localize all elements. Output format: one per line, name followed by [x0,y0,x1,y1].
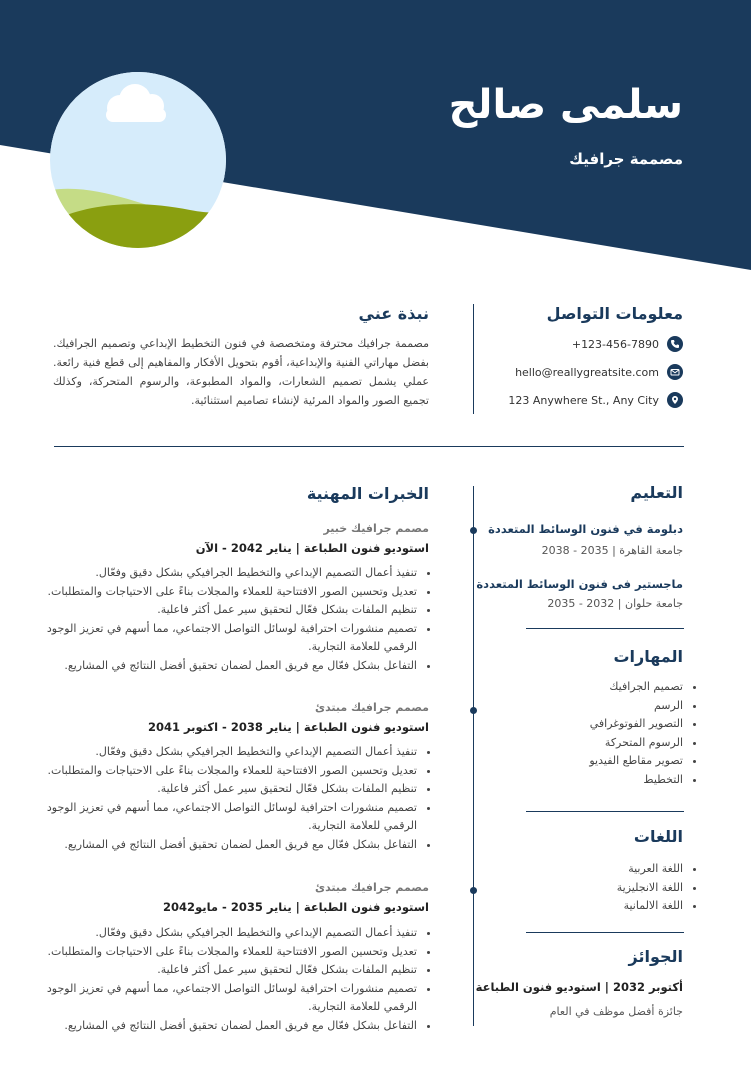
job-company: استوديو فنون الطباعة | يناير 2038 - اكتوبر 2041 [148,720,429,734]
email-text: hello@reallygreatsite.com [515,365,659,379]
list-item: • اللغة الانجليزية [617,879,683,898]
list-item: • تنفيذ أعمال التصميم الإبداعي والتخطيط الجرافيكي بشكل دقيق وفعّال. [42,924,417,943]
timeline-line [473,486,474,1026]
list-item: • تعديل وتحسين الصور الافتتاحية للعملاء والمجلات بناءً على الاحتياجات والمتطلبات. [42,943,417,962]
list-item: • تنفيذ أعمال التصميم الإبداعي والتخطيط الجرافيكي بشكل دقيق وفعّال. [42,743,417,762]
skills-list [589,678,695,789]
about-text: مصممة جرافيك محترفة ومتخصصة في فنون التخطيط الإبداعي وتصميم الجرافيك. بفضل مهاراتي الفنية والإبداعية، أقوم بتحويل الأفكار والمفاهيم إلى قطع فنية رائعة. عملي يشمل تصميم الشعارات، والمواد المطبوعة، والرسوم المتحركة، وكذلك تجميع الصور والمواد المرئية لإنشاء تصاميم استثنائية. [53,337,429,407]
top-divider-vertical [473,304,474,414]
list-item: • تصميم منشورات احترافية لوسائل التواصل الاجتماعي، مما أسهم في تعزيز الوجود الرقمي للعلامة التجارية. [42,980,417,1017]
list-item: • التفاعل بشكل فعّال مع فريق العمل لضمان تحقيق أفضل النتائج في المشاريع. [42,1017,417,1036]
timeline-dot [470,527,477,534]
education-details: جامعة حلوان | 2032 - 2035 [547,597,683,610]
experience-heading: الخبرات المهنية [306,484,429,503]
education-heading: التعليم [630,483,683,502]
list-item: • تعديل وتحسين الصور الافتتاحية للعملاء والمجلات بناءً على الاحتياجات والمتطلبات. [42,762,417,781]
email-icon [667,364,683,380]
list-item: • تعديل وتحسين الصور الافتتاحية للعملاء والمجلات بناءً على الاحتياجات والمتطلبات. [42,583,417,602]
address-text: 123 Anywhere St., Any City [508,393,659,407]
list-item: • تصميم الجرافيك [589,678,683,697]
sidebar-divider [526,628,684,629]
section-divider [54,446,684,447]
job-bullets [42,743,429,854]
contact-phone[interactable] [572,336,683,352]
phone-text: 123-456-7890+ [571,337,659,351]
list-item: • تصوير مقاطع الفيديو [589,752,683,771]
award-line: أكتوبر 2032 | استوديو فنون الطباعة [475,980,683,994]
education-degree: ماجستير فى فنون الوسائط المتعددة [476,577,683,591]
job-role: مصمم جرافيك مبتدئ [314,701,429,714]
education-degree: دبلومة في فنون الوسائط المتعددة [488,522,683,536]
list-item: • التصوير الفوتوغرافي [589,715,683,734]
skills-heading: المهارات [613,647,683,666]
timeline-dot [470,887,477,894]
list-item: • التخطيط [589,771,683,790]
job-title: مصممة جرافيك [569,150,683,168]
job-company: استوديو فنون الطباعة | يناير 2042 - الآن [195,541,429,555]
person-name: سلمى صالح [448,82,683,128]
sidebar-divider [526,932,684,933]
job-role: مصمم جرافيك خبير [323,522,429,535]
award-detail: جائزة أفضل موظف في العام [549,1005,683,1018]
job-bullets [42,924,429,1035]
awards-heading: الجوائز [628,947,683,966]
contact-email[interactable] [515,364,683,380]
list-item: • تصميم منشورات احترافية لوسائل التواصل الاجتماعي، مما أسهم في تعزيز الوجود الرقمي للعلامة التجارية. [42,620,417,657]
list-item: • التفاعل بشكل فعّال مع فريق العمل لضمان تحقيق أفضل النتائج في المشاريع. [42,657,417,676]
profile-photo [50,72,226,248]
timeline-dot [470,707,477,714]
job-bullets [42,564,429,675]
list-item: • الرسم [589,697,683,716]
sidebar-divider [526,811,684,812]
phone-icon [667,336,683,352]
list-item: • اللغة العربية [617,860,683,879]
list-item: • التفاعل بشكل فعّال مع فريق العمل لضمان تحقيق أفضل النتائج في المشاريع. [42,836,417,855]
list-item: • الرسوم المتحركة [589,734,683,753]
contact-address[interactable] [508,392,683,408]
contact-heading: معلومات التواصل [546,304,683,323]
landscape-image-icon [50,72,226,248]
languages-list [617,860,695,916]
list-item: • اللغة الالمانية [617,897,683,916]
list-item: • تنظيم الملفات بشكل فعّال لتحقيق سير عمل أكثر فاعلية. [42,601,417,620]
list-item: • تنظيم الملفات بشكل فعّال لتحقيق سير عمل أكثر فاعلية. [42,780,417,799]
about-heading: نبذة عني [358,304,429,323]
list-item: • تصميم منشورات احترافية لوسائل التواصل الاجتماعي، مما أسهم في تعزيز الوجود الرقمي للعلامة التجارية. [42,799,417,836]
location-icon [667,392,683,408]
list-item: • تنظيم الملفات بشكل فعّال لتحقيق سير عمل أكثر فاعلية. [42,961,417,980]
job-company: استوديو فنون الطباعة | يناير 2035 - مايو2042 [163,900,429,914]
education-details: جامعة القاهرة | 2035 - 2038 [541,544,683,557]
languages-heading: اللغات [633,827,683,846]
job-role: مصمم جرافيك مبتدئ [314,881,429,894]
list-item: • تنفيذ أعمال التصميم الإبداعي والتخطيط الجرافيكي بشكل دقيق وفعّال. [42,564,417,583]
